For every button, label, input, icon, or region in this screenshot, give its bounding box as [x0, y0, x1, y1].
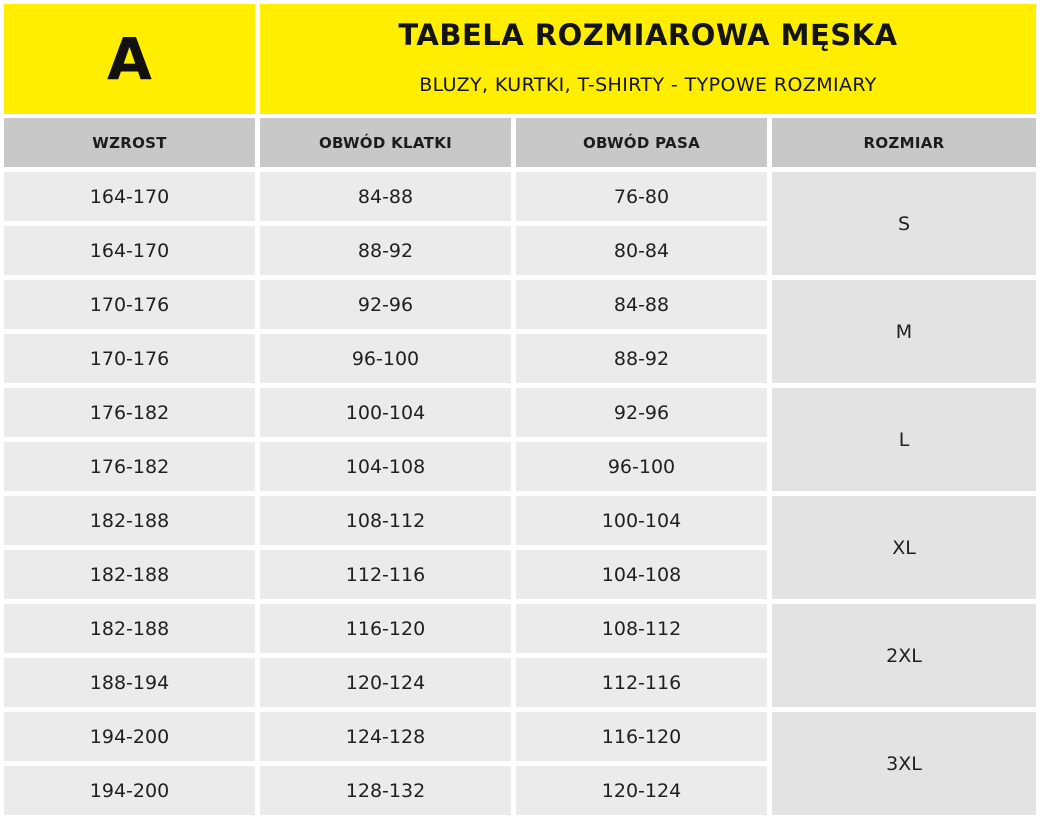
cell-chest: 100-104	[260, 388, 511, 437]
cell-waist: 116-120	[516, 712, 767, 761]
cell-height: 182-188	[4, 496, 255, 545]
cell-waist: 112-116	[516, 658, 767, 707]
cell-chest: 128-132	[260, 766, 511, 815]
column-header-size: ROZMIAR	[772, 118, 1036, 167]
cell-height: 194-200	[4, 712, 255, 761]
cell-height: 176-182	[4, 442, 255, 491]
cell-waist: 108-112	[516, 604, 767, 653]
title-panel	[260, 4, 1036, 114]
cell-waist: 76-80	[516, 172, 767, 221]
cell-chest: 116-120	[260, 604, 511, 653]
cell-waist: 84-88	[516, 280, 767, 329]
cell-height: 170-176	[4, 334, 255, 383]
cell-height: 188-194	[4, 658, 255, 707]
page-title: TABELA ROZMIAROWA MĘSKA	[398, 18, 898, 52]
badge-panel	[4, 4, 255, 114]
cell-chest: 124-128	[260, 712, 511, 761]
cell-height: 164-170	[4, 226, 255, 275]
cell-chest: 104-108	[260, 442, 511, 491]
cell-waist: 100-104	[516, 496, 767, 545]
cell-size: 2XL	[772, 604, 1036, 707]
cell-chest: 88-92	[260, 226, 511, 275]
cell-waist: 96-100	[516, 442, 767, 491]
cell-height: 182-188	[4, 550, 255, 599]
cell-height: 164-170	[4, 172, 255, 221]
column-header-chest: OBWÓD KLATKI	[260, 118, 511, 167]
cell-chest: 112-116	[260, 550, 511, 599]
cell-size: XL	[772, 496, 1036, 599]
column-header-waist: OBWÓD PASA	[516, 118, 767, 167]
cell-height: 182-188	[4, 604, 255, 653]
cell-waist: 92-96	[516, 388, 767, 437]
cell-chest: 108-112	[260, 496, 511, 545]
cell-height: 194-200	[4, 766, 255, 815]
cell-waist: 80-84	[516, 226, 767, 275]
cell-chest: 96-100	[260, 334, 511, 383]
cell-height: 176-182	[4, 388, 255, 437]
cell-size: S	[772, 172, 1036, 275]
page-subtitle: BLUZY, KURTKI, T-SHIRTY - TYPOWE ROZMIARY	[419, 74, 877, 96]
cell-size: 3XL	[772, 712, 1036, 815]
column-header-height: WZROST	[4, 118, 255, 167]
cell-waist: 120-124	[516, 766, 767, 815]
cell-waist: 104-108	[516, 550, 767, 599]
cell-chest: 120-124	[260, 658, 511, 707]
cell-height: 170-176	[4, 280, 255, 329]
cell-size: M	[772, 280, 1036, 383]
cell-chest: 92-96	[260, 280, 511, 329]
cell-size: L	[772, 388, 1036, 491]
badge-letter: A	[107, 25, 152, 93]
cell-waist: 88-92	[516, 334, 767, 383]
cell-chest: 84-88	[260, 172, 511, 221]
